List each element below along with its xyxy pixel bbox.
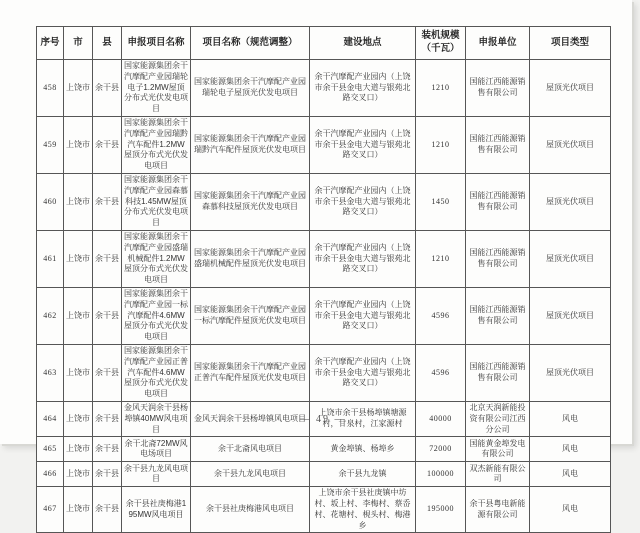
cell: 40000 — [416, 401, 466, 436]
header-cell: 序号 — [37, 27, 64, 60]
cell: 屋顶光伏项目 — [530, 344, 611, 401]
cell: 余干县 — [93, 173, 122, 230]
header-row — [37, 27, 611, 60]
cell: 上饶市 — [64, 462, 93, 487]
cell: 国家能源集团余干汽摩配产业园盛瑞机械配件1.2MW屋顶分布式光伏发电项目 — [122, 230, 191, 287]
cell: 100000 — [416, 462, 466, 487]
cell: 余干汽摩配产业园内（上饶市余干县金电大道与银苑北路交叉口） — [310, 230, 416, 287]
cell: 余干北斋风电项目 — [191, 437, 310, 462]
cell: 风电 — [530, 437, 611, 462]
header-cell: 申报单位 — [466, 27, 530, 60]
cell: 余干县社庚梅港风电项目 — [191, 487, 310, 533]
cell: 国家能源集团余干汽摩配产业园瑞黔汽车配件1.2MW屋顶分布式光伏发电项目 — [122, 116, 191, 173]
cell: 459 — [37, 116, 64, 173]
cell: 余干县 — [93, 344, 122, 401]
cell: 461 — [37, 230, 64, 287]
header-cell: 建设地点 — [310, 27, 416, 60]
cell: 余干县 — [93, 287, 122, 344]
cell: 上饶市 — [64, 60, 93, 117]
cell: 上饶市 — [64, 230, 93, 287]
cell: 屋顶光伏项目 — [530, 287, 611, 344]
cell: 余干县九龙风电项目 — [191, 462, 310, 487]
cell: 余干县 — [93, 60, 122, 117]
cell: 余干县社庚梅港195MW风电项目 — [122, 487, 191, 533]
cell: 458 — [37, 60, 64, 117]
cell: 余干汽摩配产业园内（上饶市余干县金电大道与银苑北路交叉口） — [310, 173, 416, 230]
cell: 4596 — [416, 344, 466, 401]
cell: 上饶市 — [64, 173, 93, 230]
cell: 上饶市 — [64, 287, 93, 344]
cell: 上饶市 — [64, 401, 93, 436]
cell: 国能江西能源销售有限公司 — [466, 287, 530, 344]
cell: 余干县 — [93, 462, 122, 487]
cell: 上饶市 — [64, 437, 93, 462]
cell: 国家能源集团余干汽摩配产业园瑞轮电子屋顶光伏发电项目 — [191, 60, 310, 117]
cell: 462 — [37, 287, 64, 344]
cell: 国能江西能源销售有限公司 — [466, 173, 530, 230]
cell: 国能黄金埠发电有限公司 — [466, 437, 530, 462]
table-body — [37, 60, 611, 533]
cell: 国家能源集团余干汽摩配产业园一标汽摩配件屋顶光伏发电项目 — [191, 287, 310, 344]
header-cell: 项目类型 — [530, 27, 611, 60]
table-row — [37, 173, 611, 230]
cell: 风电 — [530, 401, 611, 436]
header-cell: 装机规模（千瓦） — [416, 27, 466, 60]
cell: 余干汽摩配产业园内（上饶市余干县金电大道与银苑北路交叉口） — [310, 116, 416, 173]
cell: 国能江西能源销售有限公司 — [466, 230, 530, 287]
cell: 国能江西能源销售有限公司 — [466, 60, 530, 117]
cell: 4596 — [416, 287, 466, 344]
cell: 465 — [37, 437, 64, 462]
cell: 上饶市余干县杨埠镇塘源村，甘泉村，江家源村 — [310, 401, 416, 436]
page-number: — 49 — — [299, 414, 347, 425]
table-row — [37, 230, 611, 287]
table-row — [37, 437, 611, 462]
header-cell: 市 — [64, 27, 93, 60]
table-row — [37, 116, 611, 173]
header-cell: 申报项目名称 — [122, 27, 191, 60]
table-row — [37, 60, 611, 117]
cell: 屋顶光伏项目 — [530, 116, 611, 173]
cell: 余干县 — [93, 230, 122, 287]
cell: 国家能源集团余干汽摩配产业园森慕科技1.45MW屋顶分布式光伏发电项目 — [122, 173, 191, 230]
cell: 463 — [37, 344, 64, 401]
cell: 72000 — [416, 437, 466, 462]
cell: 国家能源集团余干汽摩配产业园正普汽车配件屋顶光伏发电项目 — [191, 344, 310, 401]
cell: 1210 — [416, 116, 466, 173]
cell: 国家能源集团余干汽摩配产业园一标汽摩配件4.6MW屋顶分布式光伏发电项目 — [122, 287, 191, 344]
cell: 460 — [37, 173, 64, 230]
cell: 屋顶光伏项目 — [530, 173, 611, 230]
header-cell: 项目名称（规范调整） — [191, 27, 310, 60]
cell: 国家能源集团余干汽摩配产业园瑞轮电子1.2MW屋顶分布式光伏发电项目 — [122, 60, 191, 117]
cell: 国家能源集团余干汽摩配产业园森慕科技屋顶光伏发电项目 — [191, 173, 310, 230]
cell: 1210 — [416, 60, 466, 117]
cell: 国家能源集团余干汽摩配产业园瑞黔汽车配件屋顶光伏发电项目 — [191, 116, 310, 173]
cell: 464 — [37, 401, 64, 436]
table-row — [37, 344, 611, 401]
cell: 1450 — [416, 173, 466, 230]
header-cell: 县 — [93, 27, 122, 60]
table-row — [37, 462, 611, 487]
cell: 466 — [37, 462, 64, 487]
cell: 余干县九龙镇 — [310, 462, 416, 487]
cell: 195000 — [416, 487, 466, 533]
cell: 上饶市 — [64, 116, 93, 173]
cell: 余干县 — [93, 116, 122, 173]
cell: 余干汽摩配产业园内（上饶市余干县金电大道与银苑北路交叉口） — [310, 60, 416, 117]
cell: 余干北斋72MW风电场项目 — [122, 437, 191, 462]
cell: 屋顶光伏项目 — [530, 60, 611, 117]
cell: 黄金埠镇、杨埠乡 — [310, 437, 416, 462]
cell: 国家能源集团余干汽摩配产业园正普汽车配件4.6MW屋顶分布式光伏发电项目 — [122, 344, 191, 401]
table-row — [37, 487, 611, 533]
cell: 余干汽摩配产业园内（上饶市余干县金电大道与银苑北路交叉口） — [310, 287, 416, 344]
cell: 余干县九龙风电项目 — [122, 462, 191, 487]
table-row — [37, 287, 611, 344]
cell: 余干县粤电新能源有限公司 — [466, 487, 530, 533]
cell: 北京天润新能投资有限公司江西分公司 — [466, 401, 530, 436]
cell: 国能江西能源销售有限公司 — [466, 344, 530, 401]
cell: 国能江西能源销售有限公司 — [466, 116, 530, 173]
cell: 467 — [37, 487, 64, 533]
cell: 双杰新能有限公司 — [466, 462, 530, 487]
cell: 上饶市 — [64, 487, 93, 533]
projects-table — [36, 26, 611, 533]
cell: 风电 — [530, 462, 611, 487]
cell: 余干县 — [93, 437, 122, 462]
cell: 余干县 — [93, 401, 122, 436]
cell: 金风天润余干县杨埠镇40MW风电项目 — [122, 401, 191, 436]
cell: 风电 — [530, 487, 611, 533]
cell: 上饶市 — [64, 344, 93, 401]
cell: 国家能源集团余干汽摩配产业园盛瑞机械配件屋顶光伏发电项目 — [191, 230, 310, 287]
cell: 上饶市余干县社庚镇中坊村、坂上村、李梅村、蔡岙村、花塘村、梘头村、梅港乡 — [310, 487, 416, 533]
cell: 余干汽摩配产业园内（上饶市余干县金电大道与银苑北路交叉口） — [310, 344, 416, 401]
cell: 1210 — [416, 230, 466, 287]
cell: 屋顶光伏项目 — [530, 230, 611, 287]
cell: 余干县 — [93, 487, 122, 533]
cell: 金风天润余干县杨埠镇风电项目 — [191, 401, 310, 436]
